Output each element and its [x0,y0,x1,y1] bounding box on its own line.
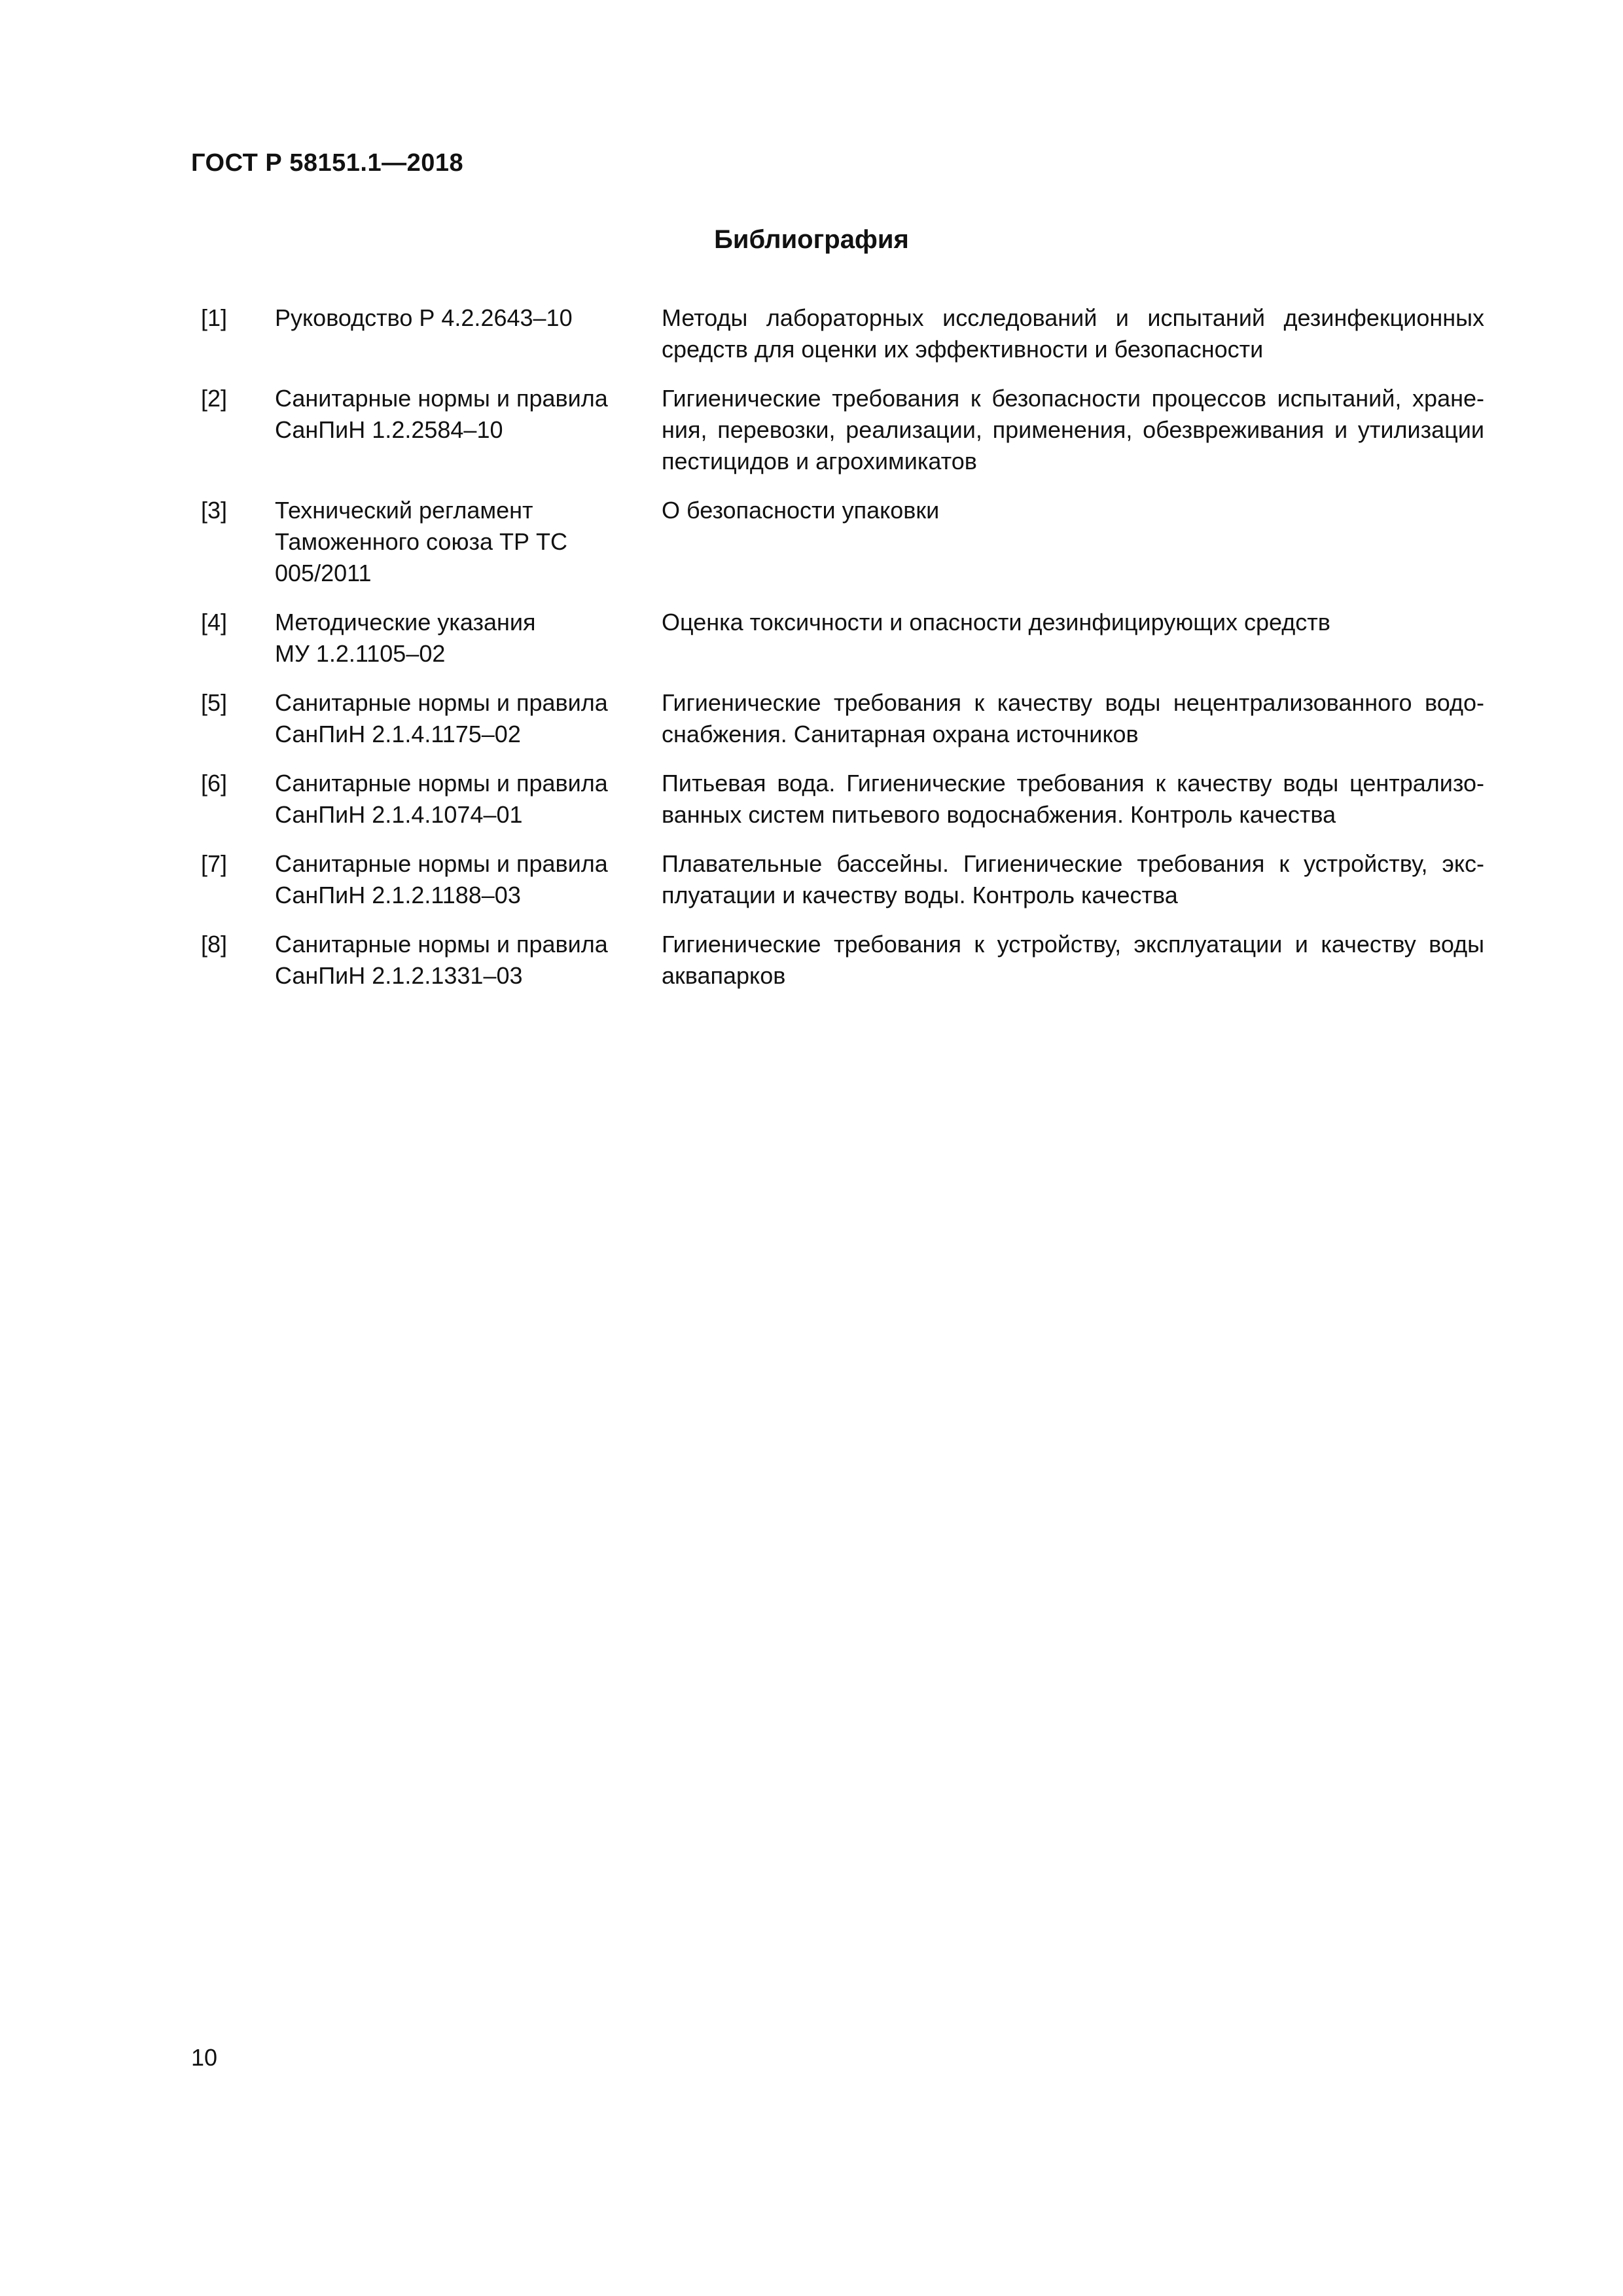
entry-document-line: Санитарные нормы и правила [275,850,608,877]
entry-document-line: СанПиН 1.2.2584–10 [275,416,503,443]
bibliography-entry [0,768,1623,831]
entry-number: [7] [201,850,228,877]
page-number: 10 [191,2044,218,2071]
entry-description: Оценка токсичности и опасности дезинфицирующих средств [662,609,1330,636]
entry-number: [1] [201,304,228,331]
entry-document-line: Санитарные нормы и правила [275,689,608,716]
entry-document [275,302,654,334]
entry-document-line: Технический регламент [275,497,533,524]
entry-document-line: Таможенного союза ТР ТС [275,528,567,555]
entry-description: Гигиенические требования к безопасности процессов испытаний, хранения, перевозки, реализации, применения, обезвреживания и утилизации пестицидов и агрохимикатов [662,385,1484,475]
bibliography-entry [0,495,1623,589]
entry-description: Плавательные бассейны. Гигиенические требования к устройству, эксплуатации и качеству воды. Контроль качества [662,850,1484,908]
entry-document-line: 005/2011 [275,560,372,586]
entry-number: [6] [201,770,228,797]
entry-document-line: СанПиН 2.1.2.1331–03 [275,962,523,989]
entry-description: Питьевая вода. Гигиенические требования к качеству воды централизованных систем питьевого водоснабжения. Контроль качества [662,770,1484,828]
bibliography-entry [0,383,1623,477]
entry-description: Гигиенические требования к качеству воды нецентрализованного водоснабжения. Санитарная охрана источников [662,689,1484,747]
entry-document-line: Руководство Р 4.2.2643–10 [275,304,573,331]
entry-description: О безопасности упаковки [662,497,940,524]
entry-document-line: Методические указания [275,609,536,636]
entry-document [275,848,654,911]
entry-document-line: МУ 1.2.1105–02 [275,640,446,667]
entry-document [275,607,654,670]
bibliography-entry [0,687,1623,750]
entry-document-line: Санитарные нормы и правила [275,385,608,412]
entry-document-line: Санитарные нормы и правила [275,770,608,797]
bibliography-title: Библиография [714,225,909,254]
entry-number: [5] [201,689,228,716]
entry-document-line: Санитарные нормы и правила [275,931,608,958]
document-code-header: ГОСТ Р 58151.1—2018 [191,149,464,177]
entry-document [275,687,654,750]
entry-document [275,495,654,589]
entry-description: Гигиенические требования к устройству, эксплуатации и качеству воды аквапарков [662,931,1484,989]
entry-document [275,768,654,831]
entry-document [275,383,654,446]
entry-number: [2] [201,385,228,412]
entry-document-line: СанПиН 2.1.4.1074–01 [275,801,523,828]
bibliography-entry [0,848,1623,911]
entry-number: [8] [201,931,228,958]
bibliography-entry [0,607,1623,670]
bibliography-list [0,302,1623,1009]
entry-document-line: СанПиН 2.1.4.1175–02 [275,721,521,747]
entry-number: [3] [201,497,228,524]
entry-document [275,929,654,992]
bibliography-entry [0,302,1623,365]
entry-description: Методы лабораторных исследований и испытаний дезинфекционных средств для оценки их эффективности и безопасности [662,304,1484,363]
bibliography-entry [0,929,1623,992]
entry-number: [4] [201,609,228,636]
entry-document-line: СанПиН 2.1.2.1188–03 [275,882,521,908]
